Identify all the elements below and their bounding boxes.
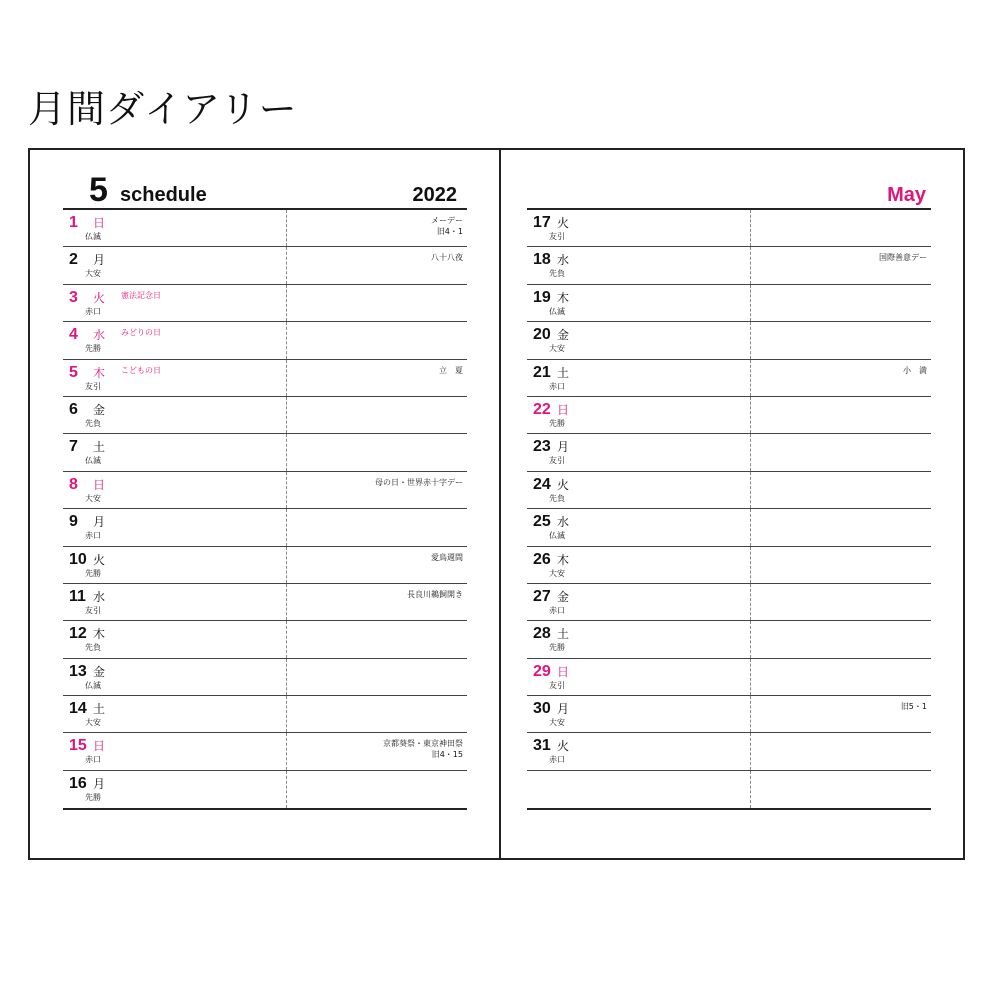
dashed-divider: [286, 696, 287, 732]
rokuyo-label: 先勝: [549, 643, 565, 653]
holiday-name: こどもの日: [121, 365, 161, 375]
rokuyo-label: 赤口: [549, 605, 565, 615]
day-number: 4: [69, 326, 78, 344]
dashed-divider: [750, 547, 751, 583]
month-number: 5: [89, 171, 108, 209]
day-row[interactable]: [527, 210, 931, 247]
dashed-divider: [750, 434, 751, 470]
day-number: 11: [69, 587, 86, 605]
weekday-label: 土: [93, 440, 106, 455]
day-number: 25: [533, 513, 551, 531]
event-note: 京都葵祭・東京神田祭 旧4・15: [383, 739, 463, 760]
weekday-label: 水: [93, 328, 106, 343]
day-row[interactable]: [63, 659, 467, 696]
day-number: 29: [533, 662, 551, 680]
rokuyo-label: 大安: [549, 344, 565, 354]
day-number: 18: [533, 251, 551, 269]
left-day-list: [63, 208, 467, 810]
weekday-label: 火: [93, 290, 106, 305]
day-row[interactable]: [527, 696, 931, 733]
day-row[interactable]: [63, 696, 467, 733]
weekday-label: 火: [557, 477, 570, 492]
rokuyo-label: 大安: [85, 269, 101, 279]
weekday-label: 金: [93, 402, 106, 417]
day-number: 19: [533, 288, 551, 306]
event-note: 国際善意デー: [879, 253, 927, 263]
weekday-label: 金: [557, 328, 570, 343]
rokuyo-label: 赤口: [85, 755, 101, 765]
rokuyo-label: 仏滅: [549, 531, 565, 541]
day-number: 3: [69, 288, 78, 306]
rokuyo-label: 大安: [549, 718, 565, 728]
weekday-label: 木: [557, 552, 570, 567]
day-number: 15: [69, 737, 87, 755]
day-row[interactable]: [527, 621, 931, 658]
day-row[interactable]: [527, 322, 931, 359]
day-row[interactable]: [527, 659, 931, 696]
day-number: 28: [533, 625, 551, 643]
weekday-label: 木: [93, 627, 106, 642]
dashed-divider: [286, 584, 287, 620]
dashed-divider: [750, 509, 751, 545]
day-number: 24: [533, 475, 551, 493]
day-row[interactable]: [63, 733, 467, 770]
rokuyo-label: 先勝: [85, 792, 101, 802]
dashed-divider: [750, 771, 751, 808]
dashed-divider: [286, 472, 287, 508]
rokuyo-label: 赤口: [85, 531, 101, 541]
weekday-label: 金: [93, 664, 106, 679]
dashed-divider: [286, 771, 287, 808]
day-row[interactable]: [527, 771, 931, 808]
day-row[interactable]: [527, 472, 931, 509]
day-number: 17: [533, 214, 551, 231]
dashed-divider: [286, 733, 287, 769]
dashed-divider: [286, 285, 287, 321]
day-row[interactable]: [527, 397, 931, 434]
dashed-divider: [286, 621, 287, 657]
event-note: 母の日・世界赤十字デー: [375, 477, 463, 487]
rokuyo-label: 友引: [549, 456, 565, 466]
weekday-label: 水: [93, 589, 106, 604]
diary-spread: [28, 148, 965, 860]
weekday-label: 日: [93, 739, 106, 754]
event-note: 愛鳥週間: [431, 552, 463, 562]
dashed-divider: [286, 247, 287, 283]
weekday-label: 水: [557, 515, 570, 530]
rokuyo-label: 赤口: [549, 755, 565, 765]
day-row[interactable]: [63, 397, 467, 434]
day-row[interactable]: [527, 547, 931, 584]
weekday-label: 日: [557, 664, 570, 679]
day-row[interactable]: [63, 584, 467, 621]
weekday-label: 日: [93, 477, 106, 492]
weekday-label: 月: [93, 776, 106, 791]
dashed-divider: [750, 659, 751, 695]
dashed-divider: [750, 285, 751, 321]
event-note: 立 夏: [439, 365, 463, 375]
dashed-divider: [750, 210, 751, 246]
day-row[interactable]: [527, 733, 931, 770]
rokuyo-label: 大安: [85, 718, 101, 728]
page-title: 月間ダイアリー: [28, 87, 298, 131]
weekday-label: 月: [93, 515, 106, 530]
day-row[interactable]: [63, 285, 467, 322]
day-number: 22: [533, 400, 551, 418]
day-number: 20: [533, 326, 551, 344]
dashed-divider: [286, 509, 287, 545]
day-row[interactable]: [527, 247, 931, 284]
day-number: 14: [69, 700, 87, 718]
weekday-label: 木: [93, 365, 106, 380]
rokuyo-label: 大安: [85, 493, 101, 503]
holiday-name: みどりの日: [121, 328, 161, 338]
rokuyo-label: 友引: [549, 680, 565, 690]
day-number: 12: [69, 625, 87, 643]
day-row[interactable]: [527, 285, 931, 322]
day-row[interactable]: [63, 210, 467, 247]
event-note: 小 満: [903, 365, 927, 375]
rokuyo-label: 先勝: [85, 568, 101, 578]
rokuyo-label: 先勝: [85, 344, 101, 354]
day-row[interactable]: [63, 360, 467, 397]
rokuyo-label: 先負: [549, 493, 565, 503]
day-row[interactable]: [63, 247, 467, 284]
weekday-label: 日: [557, 402, 570, 417]
rokuyo-label: 仏滅: [85, 456, 101, 466]
dashed-divider: [286, 659, 287, 695]
weekday-label: 日: [93, 216, 106, 230]
holiday-name: 憲法記念日: [121, 290, 161, 300]
day-row[interactable]: [63, 472, 467, 509]
event-note: 長良川鵜飼開き: [407, 589, 463, 599]
weekday-label: 土: [557, 627, 570, 642]
dashed-divider: [750, 322, 751, 358]
day-number: 13: [69, 662, 87, 680]
day-row[interactable]: [63, 322, 467, 359]
dashed-divider: [750, 472, 751, 508]
dashed-divider: [750, 247, 751, 283]
day-row[interactable]: [63, 771, 467, 808]
day-row[interactable]: [63, 434, 467, 471]
rokuyo-label: 赤口: [85, 306, 101, 316]
weekday-label: 木: [557, 290, 570, 305]
day-number: 21: [533, 363, 551, 381]
day-number: 6: [69, 400, 78, 418]
rokuyo-label: 赤口: [549, 381, 565, 391]
rokuyo-label: 先負: [85, 643, 101, 653]
dashed-divider: [286, 322, 287, 358]
center-gutter: [499, 150, 501, 858]
rokuyo-label: 先負: [549, 269, 565, 279]
day-number: 9: [69, 513, 78, 531]
rokuyo-label: 友引: [549, 232, 565, 241]
day-number: 16: [69, 774, 87, 792]
day-number: 7: [69, 438, 78, 456]
day-number: 27: [533, 587, 551, 605]
weekday-label: 月: [557, 702, 570, 717]
day-row[interactable]: [63, 547, 467, 584]
day-row[interactable]: [63, 621, 467, 658]
dashed-divider: [286, 434, 287, 470]
day-row[interactable]: [527, 584, 931, 621]
rokuyo-label: 仏滅: [549, 306, 565, 316]
dashed-divider: [750, 696, 751, 732]
weekday-label: 土: [557, 365, 570, 380]
day-number: 30: [533, 700, 551, 718]
year-label: 2022: [412, 184, 457, 206]
schedule-label: schedule: [120, 184, 207, 206]
dashed-divider: [750, 584, 751, 620]
day-row[interactable]: [527, 509, 931, 546]
weekday-label: 水: [557, 253, 570, 268]
rokuyo-label: 友引: [85, 605, 101, 615]
dashed-divider: [750, 360, 751, 396]
month-english-label: May: [887, 184, 926, 206]
rokuyo-label: 仏滅: [85, 680, 101, 690]
day-number: 31: [533, 737, 551, 755]
event-note: 旧5・1: [900, 702, 927, 712]
day-row[interactable]: [527, 360, 931, 397]
right-day-list: [527, 208, 931, 810]
day-number: 1: [69, 214, 78, 231]
day-number: 23: [533, 438, 551, 456]
weekday-label: 火: [93, 552, 106, 567]
event-note: メーデー 旧4・1: [431, 216, 463, 236]
dashed-divider: [286, 547, 287, 583]
dashed-divider: [286, 360, 287, 396]
dashed-divider: [750, 733, 751, 769]
weekday-label: 土: [93, 702, 106, 717]
weekday-label: 火: [557, 216, 570, 230]
dashed-divider: [286, 397, 287, 433]
weekday-label: 月: [93, 253, 106, 268]
dashed-divider: [286, 210, 287, 246]
dashed-divider: [750, 397, 751, 433]
dashed-divider: [750, 621, 751, 657]
event-note: 八十八夜: [431, 253, 463, 263]
day-number: 8: [69, 475, 78, 493]
weekday-label: 火: [557, 739, 570, 754]
rokuyo-label: 仏滅: [85, 232, 101, 241]
weekday-label: 月: [557, 440, 570, 455]
day-row[interactable]: [527, 434, 931, 471]
rokuyo-label: 先負: [85, 418, 101, 428]
day-row[interactable]: [63, 509, 467, 546]
rokuyo-label: 大安: [549, 568, 565, 578]
day-number: 26: [533, 550, 551, 568]
rokuyo-label: 友引: [85, 381, 101, 391]
day-number: 2: [69, 251, 78, 269]
day-number: 10: [69, 550, 87, 568]
rokuyo-label: 先勝: [549, 418, 565, 428]
day-number: 5: [69, 363, 78, 381]
weekday-label: 金: [557, 589, 570, 604]
